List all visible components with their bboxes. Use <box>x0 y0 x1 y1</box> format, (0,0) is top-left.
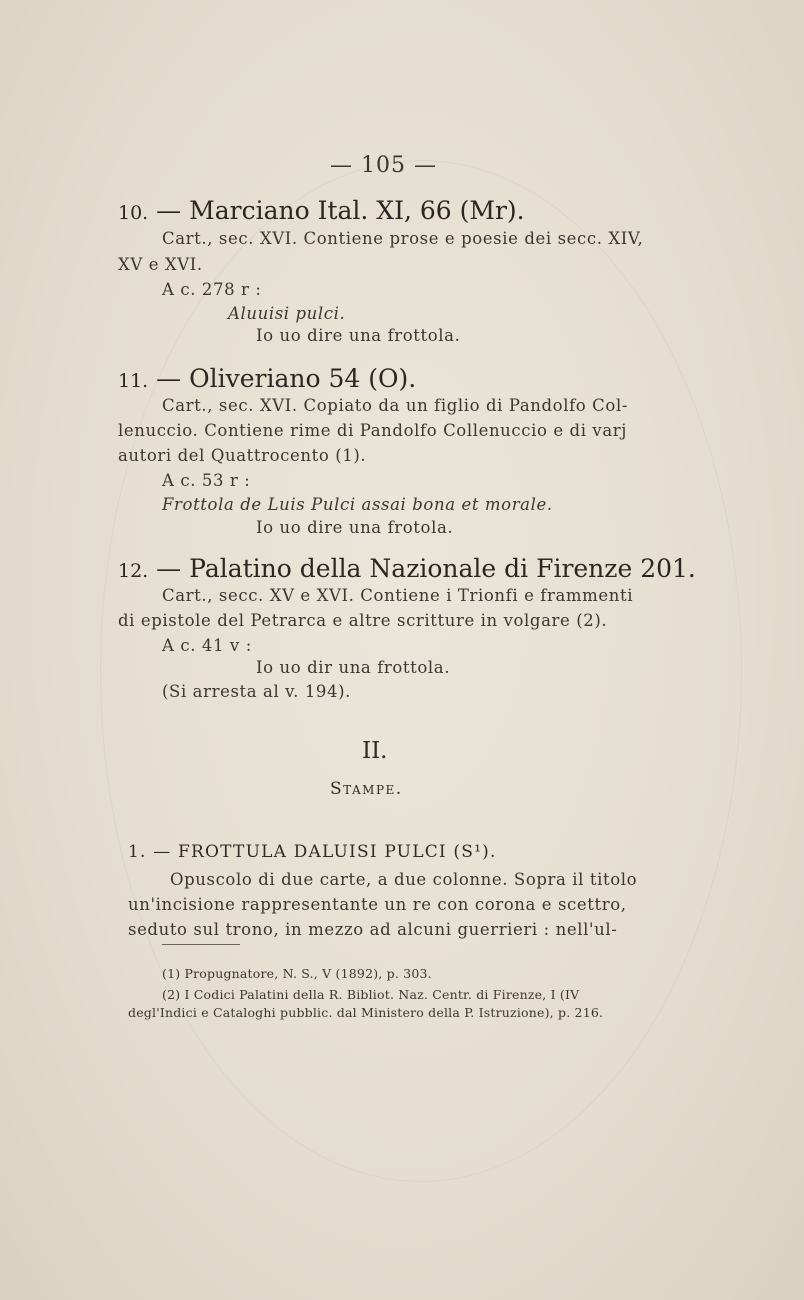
section-dash: — <box>156 364 182 393</box>
section-number: 11. <box>118 370 149 392</box>
footnote-1: (1) Propugnatore, N. S., V (1892), p. 303. <box>162 966 432 981</box>
section-11-incipit: Io uo dire una frotola. <box>256 518 454 537</box>
part-title: Stampe. <box>330 779 403 799</box>
print-entry-line-3: seduto sul trono, in mezzo ad alcuni guerrieri : nell'ul- <box>128 920 618 939</box>
section-11-line-2: lenuccio. Contiene rime di Pandolfo Collenuccio e di varj <box>118 421 627 440</box>
print-entry-heading <box>128 842 497 862</box>
section-title: Marciano Ital. XI, 66 (Mr). <box>189 196 525 225</box>
section-12-note: (Si arresta al v. 194). <box>162 682 352 701</box>
entry-number: 1. <box>128 842 147 862</box>
section-10-line-2: XV e XVI. <box>118 255 203 274</box>
print-entry-line-1: Opuscolo di due carte, a due colonne. Sopra il titolo <box>170 870 638 889</box>
section-title: Oliveriano 54 (O). <box>189 364 417 393</box>
section-12-incipit: Io uo dir una frottola. <box>256 658 451 677</box>
section-title: Palatino della Nazionale di Firenze 201. <box>189 554 696 583</box>
section-dash: — <box>156 196 182 225</box>
footnote-rule <box>162 944 240 945</box>
part-roman-numeral: II. <box>362 738 388 764</box>
section-11-line-1: Cart., sec. XVI. Copiato da un figlio di Pandolfo Col- <box>162 396 628 415</box>
section-number: 12. <box>118 560 149 582</box>
section-number: 10. <box>118 202 149 224</box>
page-number: — 105 — <box>330 153 437 178</box>
section-11-incipit-title: Frottola de Luis Pulci assai bona et morale. <box>162 495 553 514</box>
entry-title: FROTTULA DALUISI PULCI (S¹). <box>178 842 497 862</box>
section-11-line-3: autori del Quattrocento (1). <box>118 446 367 465</box>
section-10-incipit-title: Aluuisi pulci. <box>228 304 346 323</box>
section-10-ref: A c. 278 r : <box>162 280 262 299</box>
section-dash: — <box>156 554 182 583</box>
section-10-incipit: Io uo dire una frottola. <box>256 326 461 345</box>
section-12-line-1: Cart., secc. XV e XVI. Contiene i Trionfi e frammenti <box>162 586 634 605</box>
section-11-ref: A c. 53 r : <box>162 471 251 490</box>
section-11-heading <box>118 364 416 393</box>
section-10-heading <box>118 196 525 225</box>
footnote-2: (2) I Codici Palatini della R. Bibliot. Naz. Centr. di Firenze, I (IV <box>162 987 580 1002</box>
print-entry-line-2: un'incisione rappresentante un re con corona e scettro, <box>128 895 627 914</box>
footnote-2-continued: degl'Indici e Cataloghi pubblic. dal Ministero della P. Istruzione), p. 216. <box>128 1005 604 1020</box>
section-12-ref: A c. 41 v : <box>162 636 252 655</box>
section-12-heading <box>118 554 696 583</box>
section-12-line-2: di epistole del Petrarca e altre scritture in volgare (2). <box>118 611 608 630</box>
entry-dash: — <box>153 842 172 862</box>
section-10-line-1: Cart., sec. XVI. Contiene prose e poesie dei secc. XIV, <box>162 229 644 248</box>
